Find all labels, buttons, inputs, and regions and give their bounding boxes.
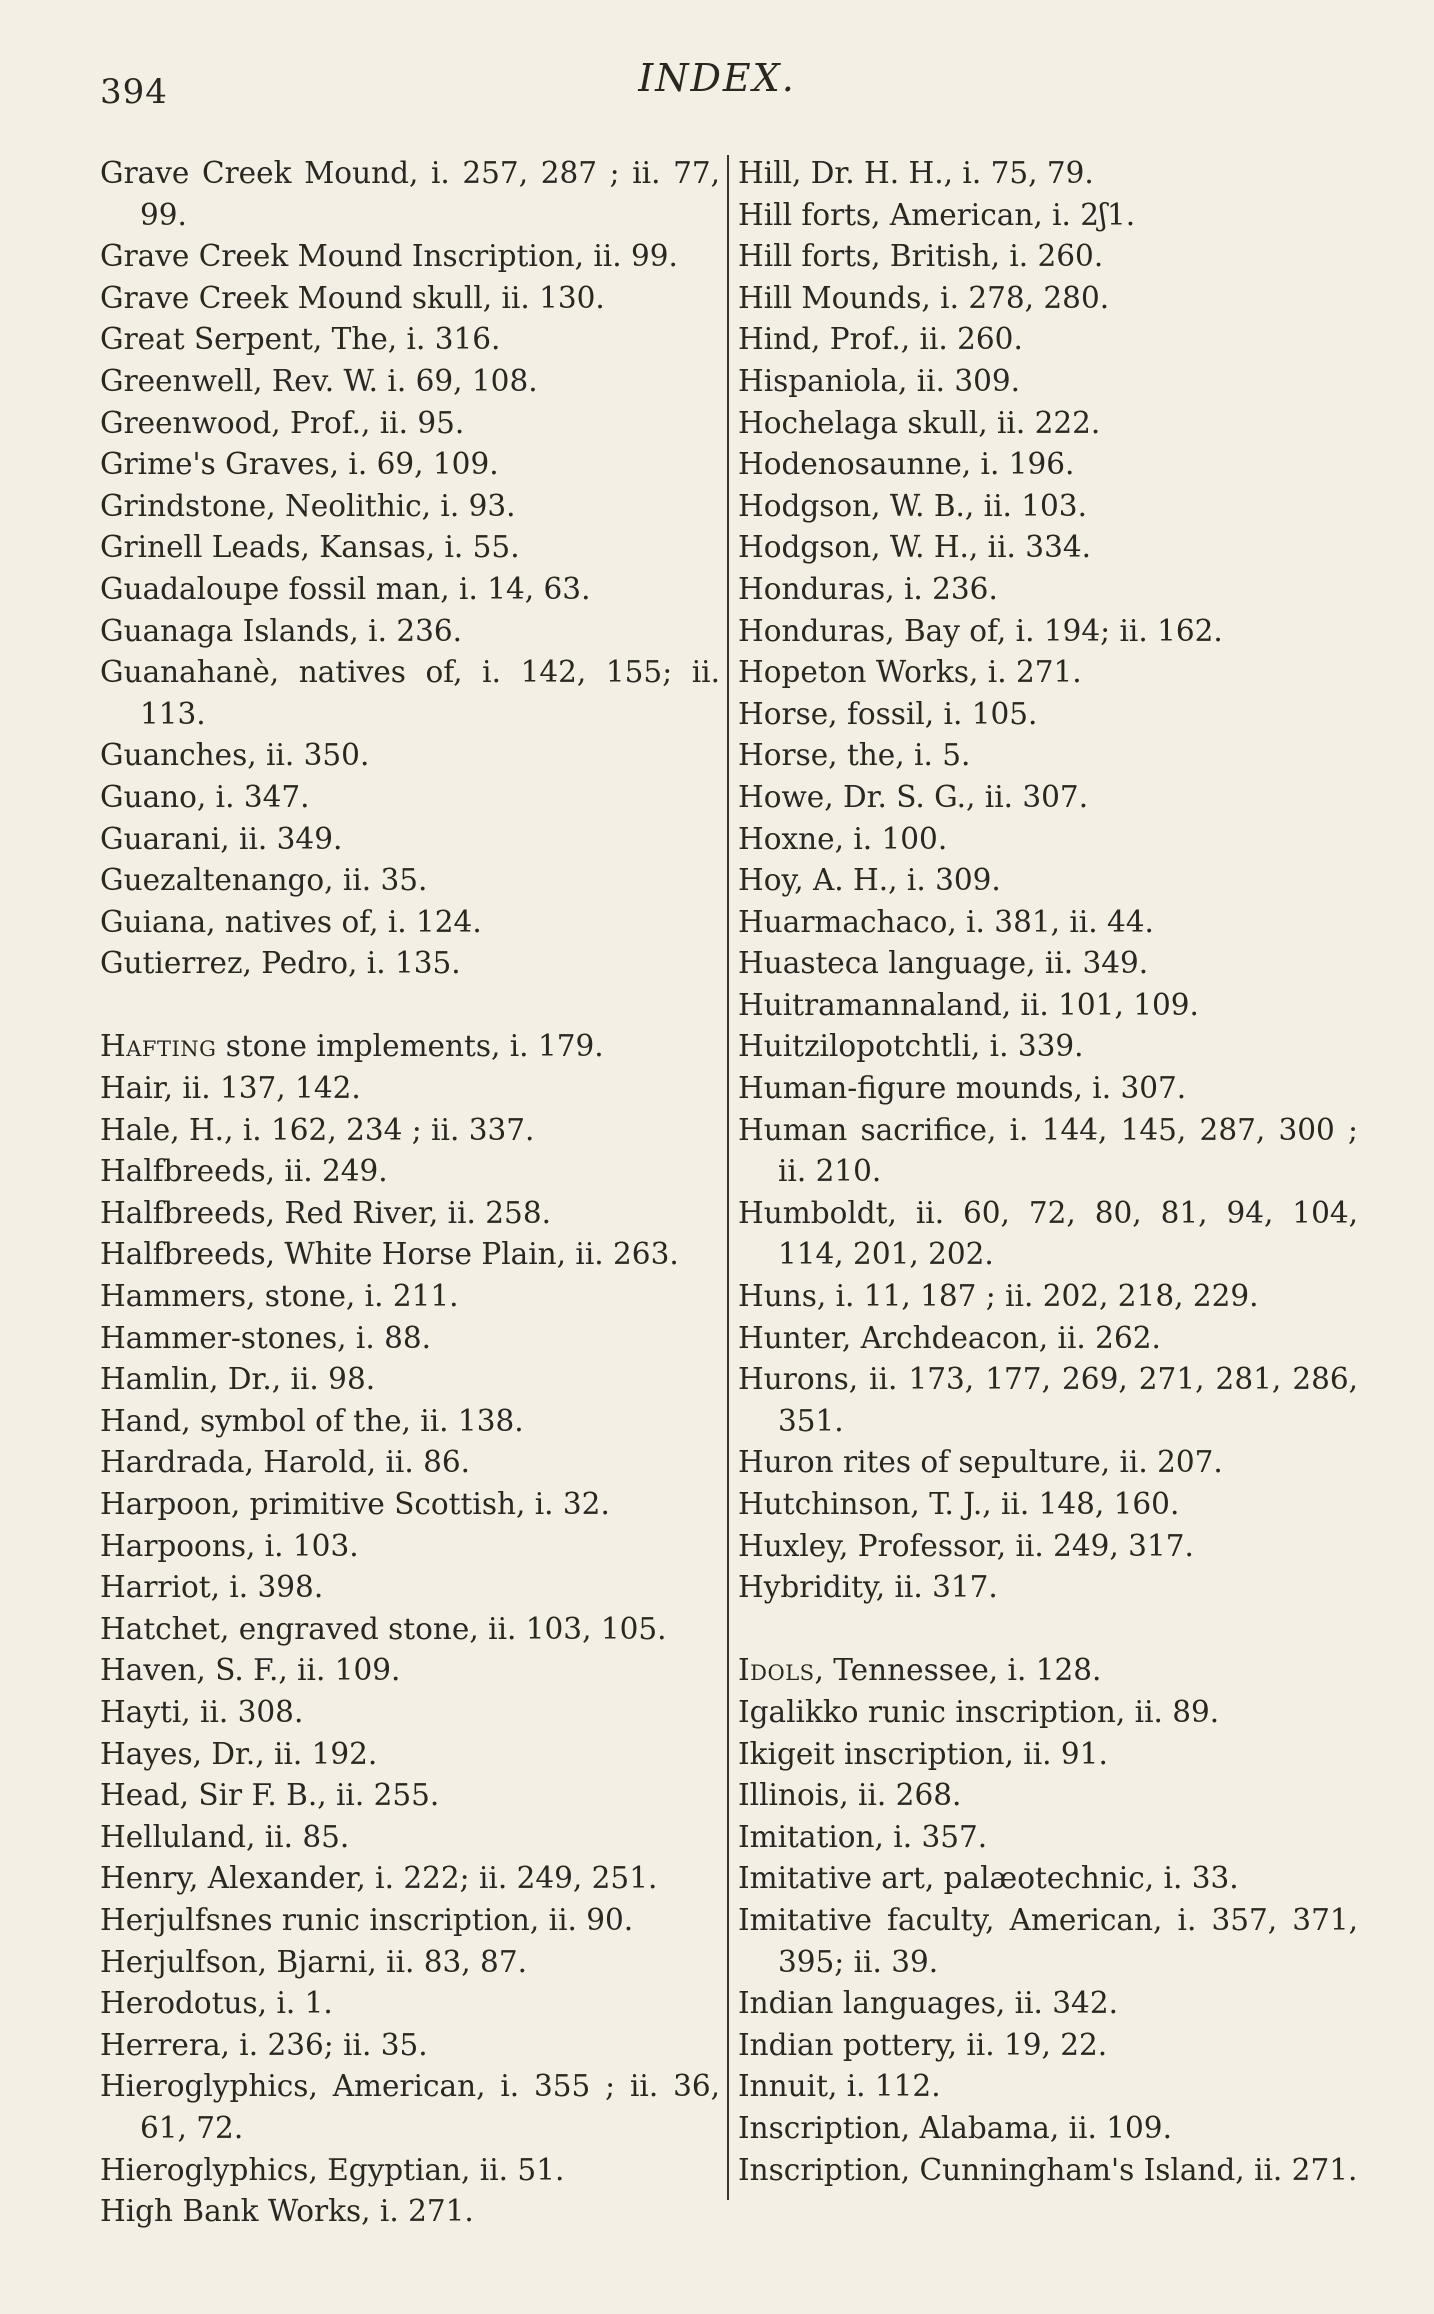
index-entry: Gutierrez, Pedro, i. 135.	[100, 946, 461, 981]
index-column-left	[100, 153, 720, 2233]
index-entry: Inscription, Alabama, ii. 109.	[738, 2110, 1172, 2145]
index-entry: Hale, H., i. 162, 234 ; ii. 337.	[100, 1112, 535, 1147]
index-entry: Harpoon, primitive Scottish, i. 32.	[100, 1487, 610, 1521]
index-entry	[100, 1026, 720, 1068]
index-entry: Henry, Alexander, i. 222; ii. 249, 251.	[100, 1861, 658, 1896]
index-entry: Horse, fossil, i. 105.	[738, 696, 1038, 731]
index-entry: Imitation, i. 357.	[738, 1819, 988, 1854]
index-entry: Hayti, ii. 308.	[100, 1694, 304, 1729]
index-entry: Hoxne, i. 100.	[738, 821, 948, 856]
group-spacer	[738, 1609, 1358, 1651]
index-entry: Grave Creek Mound Inscription, ii. 99.	[100, 239, 678, 274]
index-entry: Innuit, i. 112.	[738, 2069, 941, 2104]
index-entry: Hieroglyphics, American, i. 355 ; ii. 36, 61, 72.	[100, 2069, 720, 2145]
page-number: 394	[100, 72, 168, 112]
index-entry: Guarani, ii. 349.	[100, 821, 343, 856]
index-entry: Huarmachaco, i. 381, ii. 44.	[738, 904, 1154, 939]
index-group-h-entries	[100, 1068, 720, 2233]
index-entry: Hill, Dr. H. H., i. 75, 79.	[738, 156, 1094, 190]
index-entry: Hatchet, engraved stone, ii. 103, 105.	[100, 1611, 667, 1646]
group-spacer	[100, 985, 720, 1027]
index-entry: Hill forts, British, i. 260.	[738, 239, 1104, 274]
index-entry: Huitramannaland, ii. 101, 109.	[738, 987, 1199, 1022]
index-entry: Hammers, stone, i. 211.	[100, 1279, 459, 1314]
index-entry: Hodgson, W. B., ii. 103.	[738, 488, 1087, 523]
index-entry: Greenwell, Rev. W. i. 69, 108.	[100, 363, 538, 398]
index-entry: Horse, the, i. 5.	[738, 738, 971, 773]
index-group-i	[738, 1650, 1358, 2191]
index-entry: Hutchinson, T. J., ii. 148, 160.	[738, 1487, 1180, 1521]
index-entry: Herjulfsnes runic inscription, ii. 90.	[100, 1902, 634, 1937]
index-entry: Guanahanè, natives of, i. 142, 155; ii. 113.	[100, 655, 720, 731]
index-entry: Guadaloupe fossil man, i. 14, 63.	[100, 571, 591, 606]
index-entry: Great Serpent, The, i. 316.	[100, 322, 501, 357]
index-entry: Howe, Dr. S. G., ii. 307.	[738, 779, 1089, 814]
index-entry: Helluland, ii. 85.	[100, 1819, 350, 1854]
index-entry: Huxley, Professor, ii. 249, 317.	[738, 1528, 1194, 1563]
index-entry: Huns, i. 11, 187 ; ii. 202, 218, 229.	[738, 1279, 1259, 1314]
index-entry: Haven, S. F., ii. 109.	[100, 1653, 401, 1688]
index-entry: Hybridity, ii. 317.	[738, 1570, 998, 1605]
index-entry: Guano, i. 347.	[100, 779, 310, 814]
index-entry: Hieroglyphics, Egyptian, ii. 51.	[100, 2152, 565, 2187]
column-divider	[727, 155, 729, 2200]
index-entry: Guiana, natives of, i. 124.	[100, 904, 482, 939]
index-entry: Guezaltenango, ii. 35.	[100, 863, 428, 898]
index-entry: Hardrada, Harold, ii. 86.	[100, 1445, 471, 1480]
entry-initial-word: Hafting	[100, 1029, 217, 1064]
index-entry: Hind, Prof., ii. 260.	[738, 322, 1023, 357]
index-entry: Herodotus, i. 1.	[100, 1986, 333, 2021]
index-entry: Head, Sir F. B., ii. 255.	[100, 1778, 440, 1813]
index-entry: Hill forts, American, i. 2ʃ1.	[738, 197, 1136, 232]
index-group-g	[100, 153, 720, 985]
index-entry: Indian pottery, ii. 19, 22.	[738, 2027, 1108, 2062]
index-entry: Hurons, ii. 173, 177, 269, 271, 281, 286, 351.	[738, 1362, 1358, 1438]
index-entry: Grindstone, Neolithic, i. 93.	[100, 488, 516, 523]
index-entry: Huitzilopotchtli, i. 339.	[738, 1029, 1084, 1064]
index-entry: Illinois, ii. 268.	[738, 1778, 962, 1813]
index-group-h-start	[100, 1026, 720, 2232]
index-entry: Hayes, Dr., ii. 192.	[100, 1736, 378, 1771]
index-entry: Human sacrifice, i. 144, 145, 287, 300 ; ii. 210.	[738, 1112, 1358, 1189]
index-entry: Hodgson, W. H., ii. 334.	[738, 530, 1091, 565]
index-entry: Ikigeit inscription, ii. 91.	[738, 1736, 1108, 1771]
index-entry: Halfbreeds, White Horse Plain, ii. 263.	[100, 1237, 679, 1272]
index-entry: Grime's Graves, i. 69, 109.	[100, 447, 499, 482]
index-entry: Imitative faculty, American, i. 357, 371, 395; ii. 39.	[738, 1902, 1358, 1979]
index-entry: Hamlin, Dr., ii. 98.	[100, 1362, 376, 1397]
index-entry: Hammer-stones, i. 88.	[100, 1320, 431, 1355]
index-entry: Human-figure mounds, i. 307.	[738, 1071, 1187, 1106]
index-entry: Huasteca language, ii. 349.	[738, 946, 1149, 981]
index-entry: Igalikko runic inscription, ii. 89.	[738, 1694, 1220, 1729]
index-entry: Hill Mounds, i. 278, 280.	[738, 280, 1110, 315]
index-entry: Harpoons, i. 103.	[100, 1528, 359, 1563]
index-column-right	[738, 153, 1358, 2191]
index-entry: Honduras, i. 236.	[738, 571, 998, 606]
index-entry: Hunter, Archdeacon, ii. 262.	[738, 1320, 1161, 1355]
index-group-i-entries	[738, 1692, 1358, 2191]
index-entry: Hopeton Works, i. 271.	[738, 655, 1082, 690]
index-entry: Herjulfson, Bjarni, ii. 83, 87.	[100, 1944, 527, 1979]
index-entry: Hoy, A. H., i. 309.	[738, 863, 1001, 898]
index-entry	[738, 1650, 1358, 1692]
index-entry: Grave Creek Mound skull, ii. 130.	[100, 280, 605, 315]
index-entry: Grinell Leads, Kansas, i. 55.	[100, 530, 520, 565]
index-entry: Halfbreeds, ii. 249.	[100, 1154, 388, 1189]
index-entry: Hodenosaunne, i. 196.	[738, 447, 1075, 482]
index-entry: Hair, ii. 137, 142.	[100, 1071, 361, 1106]
index-entry: Halfbreeds, Red River, ii. 258.	[100, 1195, 551, 1230]
index-entry: Herrera, i. 236; ii. 35.	[100, 2027, 428, 2062]
index-entry: Inscription, Cunningham's Island, ii. 271.	[738, 2152, 1358, 2187]
index-entry: Indian languages, ii. 342.	[738, 1986, 1118, 2021]
index-entry: Huron rites of sepulture, ii. 207.	[738, 1445, 1223, 1480]
index-entry: Hochelaga skull, ii. 222.	[738, 405, 1101, 440]
index-entry: Hand, symbol of the, ii. 138.	[100, 1403, 524, 1438]
entry-rest: stone implements, i. 179.	[216, 1029, 604, 1064]
entry-initial-word: Idols	[738, 1653, 815, 1688]
entry-rest: , Tennessee, i. 128.	[814, 1653, 1102, 1688]
index-entry: Greenwood, Prof., ii. 95.	[100, 405, 465, 440]
index-group-h-continued	[738, 153, 1358, 1609]
index-entry: Grave Creek Mound, i. 257, 287 ; ii. 77, 99.	[100, 156, 720, 232]
index-entry: Guanaga Islands, i. 236.	[100, 613, 463, 648]
index-entry: Imitative art, palæotechnic, i. 33.	[738, 1861, 1239, 1896]
running-head: INDEX.	[638, 56, 796, 100]
index-entry: Hispaniola, ii. 309.	[738, 363, 1021, 398]
index-entry: Harriot, i. 398.	[100, 1570, 324, 1605]
index-entry: Humboldt, ii. 60, 72, 80, 81, 94, 104, 114, 201, 202.	[738, 1195, 1358, 1272]
index-entry: Honduras, Bay of, i. 194; ii. 162.	[738, 613, 1223, 648]
index-entry: Guanches, ii. 350.	[100, 738, 370, 773]
index-entry: High Bank Works, i. 271.	[100, 2194, 474, 2229]
